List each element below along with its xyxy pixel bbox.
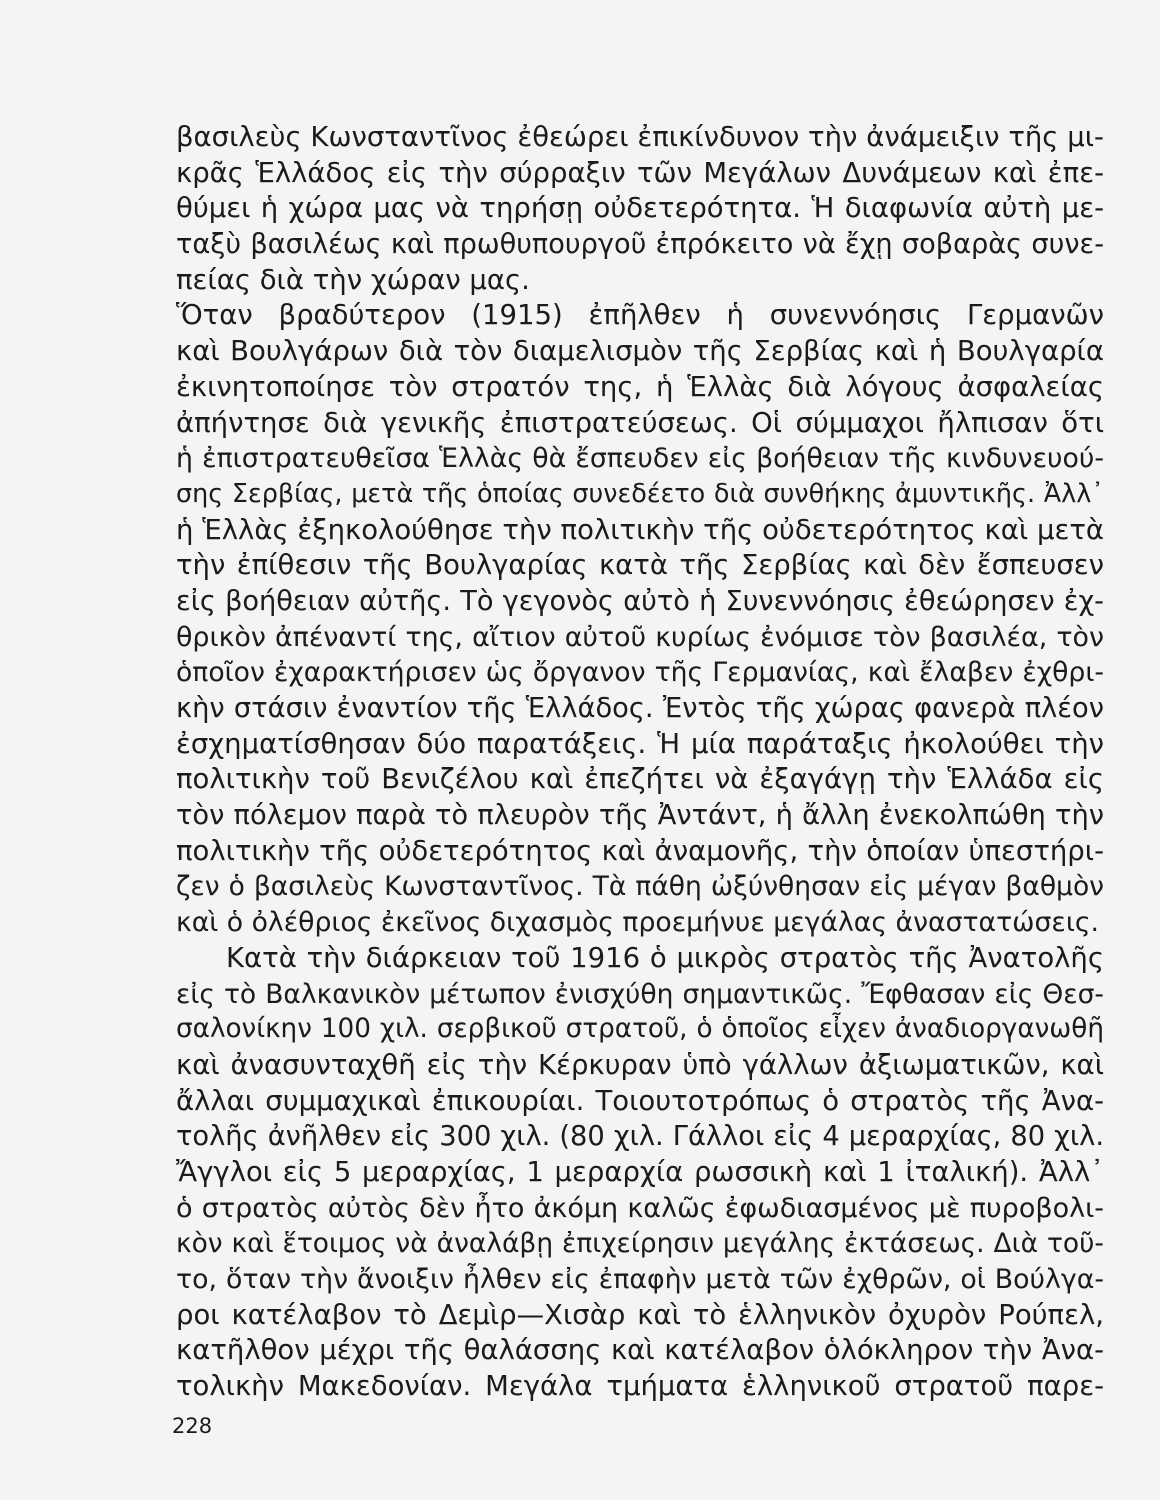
text-line: ταξὺ βασιλέως καὶ πρωθυπουργοῦ ἐπρόκειτο νὰ ἔχῃ σοβαρὰς συνε- xyxy=(176,229,1104,261)
paragraph xyxy=(176,941,1104,1405)
text-line: ἐκινητοποίησε τὸν στρατόν της, ἡ Ἑλλὰς διὰ λόγους ἀσφαλείας xyxy=(176,370,1104,403)
text-line: ἄλλαι συμμαχικαὶ ἐπικουρίαι. Τοιουτοτρόπως ὁ στρατὸς τῆς Ἀνα- xyxy=(176,1084,1104,1117)
text-line: πολιτικὴν τοῦ Βενιζέλου καὶ ἐπεζήτει νὰ ἐξαγάγῃ τὴν Ἑλλάδα εἰς xyxy=(176,763,1104,796)
text-line: εἰς τὸ Βαλκανικὸν μέτωπον ἐνισχύθη σημαντικῶς. Ἔφθασαν εἰς Θεσ- xyxy=(176,978,1104,1010)
text-line: τὸν πόλεμον παρὰ τὸ πλευρὸν τῆς Ἀντάντ, ἡ ἄλλη ἐνεκολπώθη τὴν xyxy=(176,800,1104,832)
text-line: τολῆς ἀνῆλθεν εἰς 300 χιλ. (80 χιλ. Γάλλοι εἰς 4 μεραρχίας, 80 χιλ. xyxy=(176,1121,1104,1153)
paragraph xyxy=(176,120,1104,298)
paragraph xyxy=(176,298,1104,940)
text-line: Ἄγγλοι εἰς 5 μεραρχίας, 1 μεραρχία ρωσσικὴ καὶ 1 ἰταλική). Ἀλλ᾽ xyxy=(176,1155,1104,1188)
text-line: βασιλεὺς Κωνσταντῖνος ἐθεώρει ἐπικίνδυνον τὴν ἀνάμειξιν τῆς μι- xyxy=(176,121,1104,153)
text-line: τολικὴν Μακεδονίαν. Μεγάλα τμήματα ἑλληνικοῦ στρατοῦ παρε- xyxy=(176,1370,1104,1403)
text-line: κὴν στάσιν ἐναντίον τῆς Ἑλλάδος. Ἐντὸς τῆς χώρας φανερὰ πλέον xyxy=(176,693,1104,724)
page-number: 228 xyxy=(172,1414,213,1438)
text-line: σης Σερβίας, μετὰ τῆς ὁποίας συνεδέετο διὰ συνθήκης ἀμυντικῆς. Ἀλλ᾽ xyxy=(176,478,1104,509)
text-line: το, ὅταν τὴν ἄνοιξιν ἦλθεν εἰς ἐπαφὴν μετὰ τῶν ἐχθρῶν, οἱ Βούλγα- xyxy=(176,1264,1104,1295)
text-line: πολιτικὴν τῆς οὐδετερότητος καὶ ἀναμονῆς, τὴν ὁποίαν ὑπεστήρι- xyxy=(176,834,1104,867)
text-line: Ὅταν βραδύτερον (1915) ἐπῆλθεν ἡ συνεννόησις Γερμανῶν xyxy=(176,299,1104,332)
text-line: καὶ ἀνασυνταχθῆ εἰς τὴν Κέρκυραν ὑπὸ γάλλων ἀξιωματικῶν, καὶ xyxy=(176,1048,1104,1081)
text-line: κατῆλθον μέχρι τῆς θαλάσσης καὶ κατέλαβον ὁλόκληρον τὴν Ἀνα- xyxy=(176,1334,1104,1367)
text-line: εἰς βοήθειαν αὐτῆς. Τὸ γεγονὸς αὐτὸ ἡ Συνεννόησις ἐθεώρησεν ἐχ- xyxy=(176,585,1104,617)
text-line: καὶ ὁ ὀλέθριος ἐκεῖνος διχασμὸς προεμήνυε μεγάλας ἀναστατώσεις. xyxy=(176,907,1099,939)
text-line: τὴν ἐπίθεσιν τῆς Βουλγαρίας κατὰ τῆς Σερβίας καὶ δὲν ἔσπευσεν xyxy=(176,549,1104,582)
text-line: ροι κατέλαβον τὸ Δεμὶρ—Χισὰρ καὶ τὸ ἑλληνικὸν ὀχυρὸν Ρούπελ, xyxy=(176,1298,1104,1331)
body-text xyxy=(176,120,1104,1405)
text-line: θύμει ἡ χώρα μας νὰ τηρήσῃ οὐδετερότητα. Ἡ διαφωνία αὐτὴ με- xyxy=(176,192,1104,225)
text-line: ἡ Ἑλλὰς ἐξηκολούθησε τὴν πολιτικὴν τῆς οὐδετερότητος καὶ μετὰ xyxy=(176,513,1104,546)
text-line: κὸν καὶ ἕτοιμος νὰ ἀναλάβῃ ἐπιχείρησιν μεγάλης ἐκτάσεως. Διὰ τοῦ- xyxy=(176,1228,1104,1260)
text-line: ὁ στρατὸς αὐτὸς δὲν ἦτο ἀκόμη καλῶς ἐφωδιασμένος μὲ πυροβολι- xyxy=(176,1192,1104,1224)
text-line: πείας διὰ τὴν χώραν μας. xyxy=(176,263,530,296)
text-line: ἡ ἐπιστρατευθεῖσα Ἑλλὰς θὰ ἔσπευδεν εἰς βοήθειαν τῆς κινδυνευού- xyxy=(176,443,1104,475)
text-line: σαλονίκην 100 χιλ. σερβικοῦ στρατοῦ, ὁ ὁποῖος εἶχεν ἀναδιοργανωθῆ xyxy=(176,1014,1104,1045)
text-line: Κατὰ τὴν διάρκειαν τοῦ 1916 ὁ μικρὸς στρατὸς τῆς Ἀνατολῆς xyxy=(226,941,1104,974)
text-line: ἀπήντησε διὰ γενικῆς ἐπιστρατεύσεως. Οἱ σύμμαχοι ἤλπισαν ὅτι xyxy=(176,406,1104,439)
text-line: κρᾶς Ἑλλάδος εἰς τὴν σύρραξιν τῶν Μεγάλων Δυνάμεων καὶ ἐπε- xyxy=(176,156,1104,189)
text-line: καὶ Βουλγάρων διὰ τὸν διαμελισμὸν τῆς Σερβίας καὶ ἡ Βουλγαρία xyxy=(176,335,1104,368)
text-line: θρικὸν ἀπέναντί της, αἴτιον αὐτοῦ κυρίως ἐνόμισε τὸν βασιλέα, τὸν xyxy=(176,621,1104,653)
text-line: ζεν ὁ βασιλεὺς Κωνσταντῖνος. Τὰ πάθη ὠξύνθησαν εἰς μέγαν βαθμὸν xyxy=(176,871,1104,903)
text-line: ἐσχηματίσθησαν δύο παρατάξεις. Ἡ μία παράταξις ἠκολούθει τὴν xyxy=(176,727,1104,760)
text-line: ὁποῖον ἐχαρακτήρισεν ὡς ὄργανον τῆς Γερμανίας, καὶ ἔλαβεν ἐχθρι- xyxy=(176,657,1104,689)
